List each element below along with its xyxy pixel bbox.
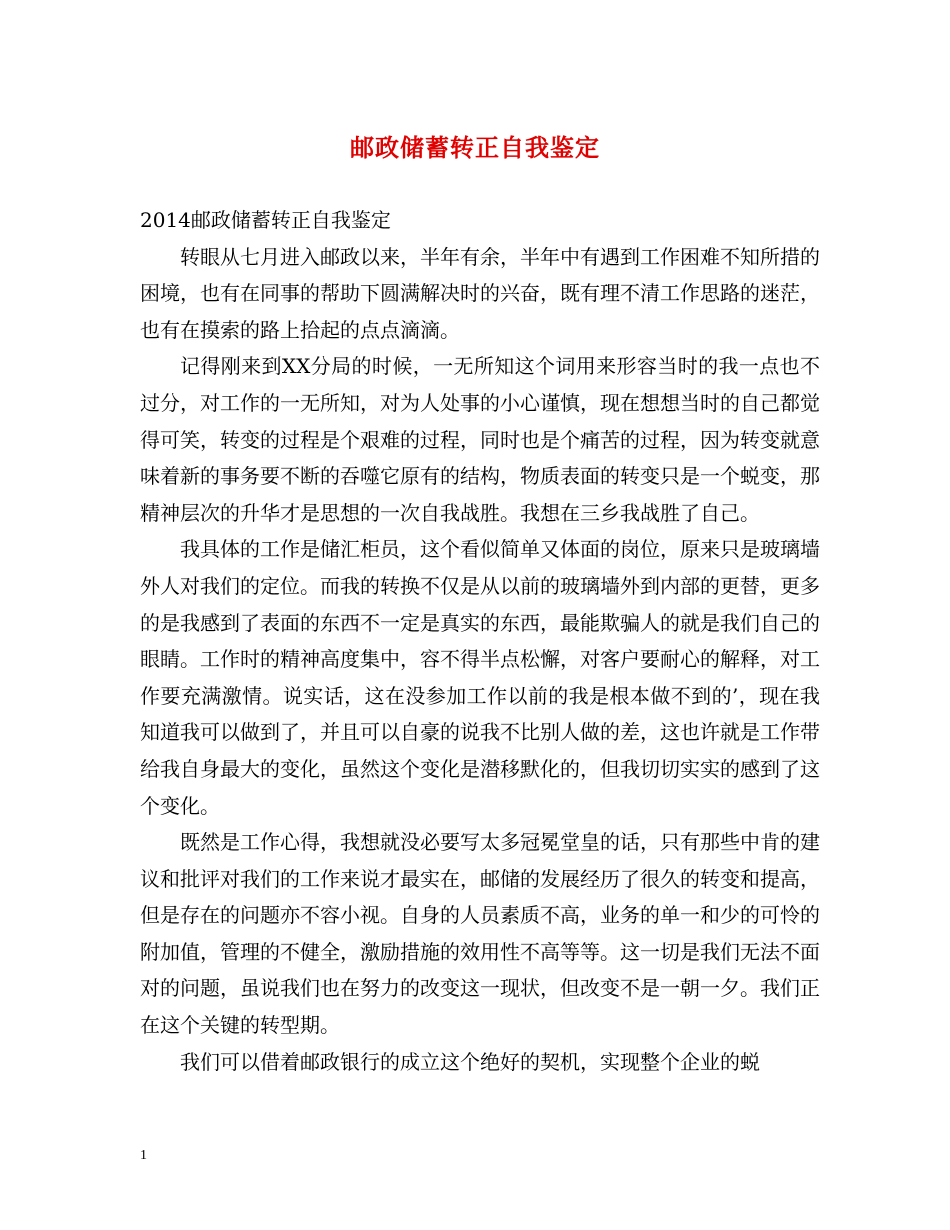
paragraph-1: 转眼从七月进入邮政以来，半年有余，半年中有遇到工作困难不知所措的困境，也有在同事的帮助下圆满解决时的兴奋，既有理不清工作思路的迷茫，也有在摸索的路上拾起的点点滴滴。 (140, 244, 820, 342)
document-subtitle: 2014邮政储蓄转正自我鉴定 (140, 208, 391, 232)
paragraph-4: 既然是工作心得，我想就没必要写太多冠冕堂皇的话，只有那些中肯的建议和批评对我们的工作来说才最实在，邮储的发展经历了很久的转变和提高，但是存在的问题亦不容小视。自身的人员素质不高，业务的单一和少的可怜的附加值，管理的不健全，激励措施的效用性不高等等。这一切是我们无法不面对的问题，虽说我们也在努力的改变这一现状，但改变不是一朝一夕。我们正在这个关键的转型期。 (140, 830, 820, 1038)
paragraph-5: 我们可以借着邮政银行的成立这个绝好的契机，实现整个企业的蜕 (180, 1049, 760, 1074)
document-title: 邮政储蓄转正自我鉴定 (350, 133, 600, 162)
page-number: 1 (140, 1148, 147, 1163)
document-body (140, 202, 820, 1080)
paragraph-3: 我具体的工作是储汇柜员，这个看似简单又体面的岗位，原来只是玻璃墙外人对我们的定位。而我的转换不仅是从以前的玻璃墙外到内部的更替，更多的是我感到了表面的东西不一定是真实的东西，最能欺骗人的就是我们自己的眼睛。工作时的精神高度集中，容不得半点松懈，对客户要耐心的解释，对工作要充满激情。说实话，这在没参加工作以前的我是根本做不到的’，现在我知道我可以做到了，并且可以自豪的说我不比别人做的差，这也许就是工作带给我自身最大的变化，虽然这个变化是潜移默化的，但我切切实实的感到了这个变化。 (140, 537, 820, 818)
paragraph-2: 记得刚来到XX分局的时候，一无所知这个词用来形容当时的我一点也不过分，对工作的一无所知，对为人处事的小心谨慎，现在想想当时的自己都觉得可笑，转变的过程是个艰难的过程，同时也是个痛苦的过程，因为转变就意味着新的事务要不断的吞噬它原有的结构，物质表面的转变只是一个蜕变，那精神层次的升华才是思想的一次自我战胜。我想在三乡我战胜了自己。 (140, 354, 820, 525)
